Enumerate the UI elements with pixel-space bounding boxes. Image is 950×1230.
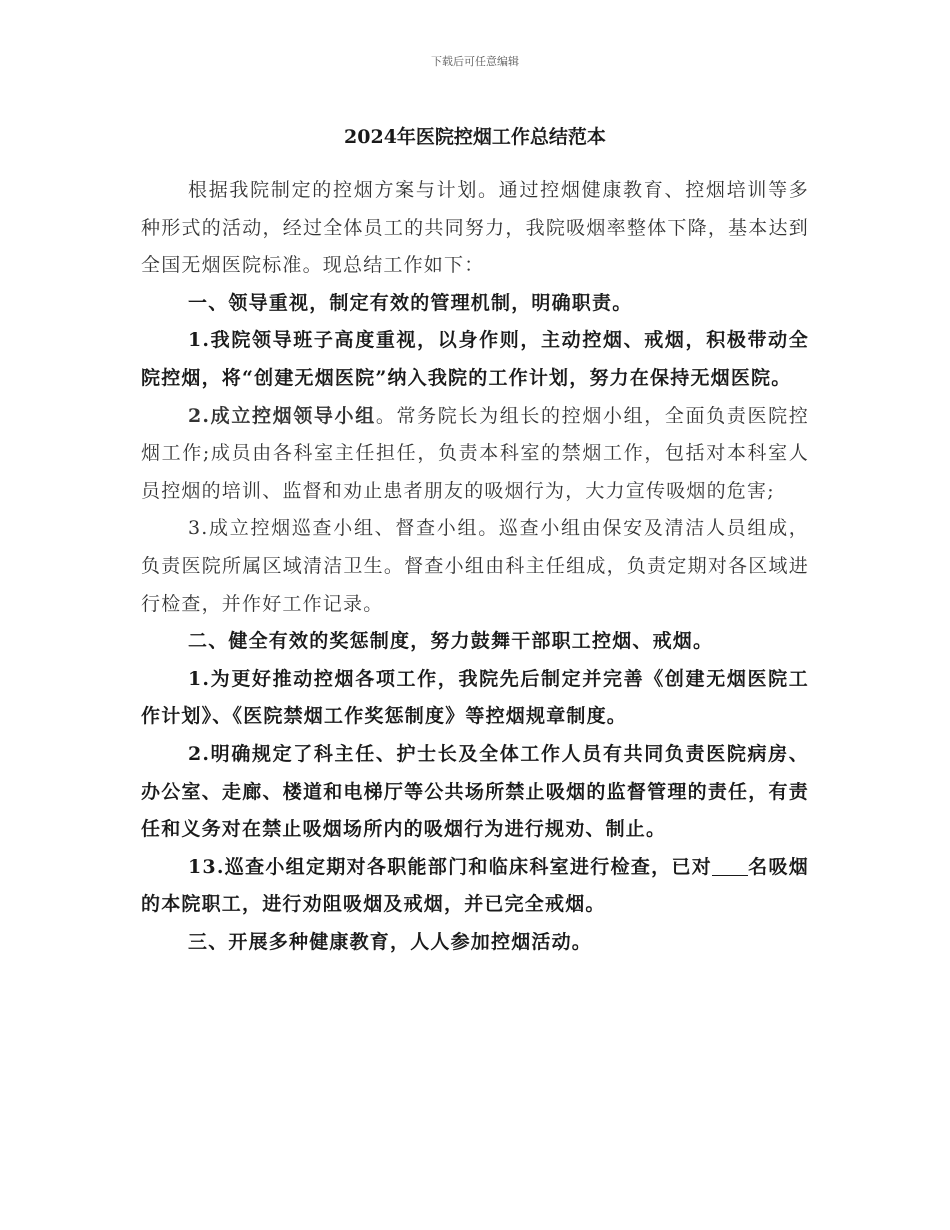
- paragraph-1-2-text: 。常务院长为组长的控烟小组，全面负责医院控烟工作;成员由各科室主任担任，负责本科室的禁烟工作，包括对本科室人员控烟的培训、监督和劝止患者朋友的吸烟行为，大力宣传吸烟的危害;: [141, 404, 809, 502]
- document-title: 2024年医院控烟工作总结范本: [344, 126, 606, 148]
- document-body: [141, 172, 809, 961]
- page-header-note: 下载后可任意编辑: [431, 55, 519, 68]
- paragraph-2-2: 2.明确规定了科主任、护士长及全体工作人员有共同负责医院病房、办公室、走廊、楼道和电梯厅等公共场所禁止吸烟的监督管理的责任，有责任和义务对在禁止吸烟场所内的吸烟行为进行规劝、制止。: [141, 742, 809, 841]
- paragraph-2-3-before: 13.巡查小组定期对各职能部门和临床科室进行检查，已对: [188, 855, 713, 878]
- section-heading-3: 三、开展多种健康教育，人人参加控烟活动。: [188, 930, 593, 953]
- paragraph-2-1: 1.为更好推动控烟各项工作，我院先后制定并完善《创建无烟医院工作计划》、《医院禁烟工作奖惩制度》等控烟规章制度。: [141, 667, 809, 728]
- fill-in-blank: [712, 856, 748, 876]
- section-heading-1: 一、领导重视，制定有效的管理机制，明确职责。: [188, 291, 633, 314]
- paragraph-2-3-after: 名吸烟的本院职工，进行劝阻吸烟及戒烟，并已完全戒烟。: [141, 855, 809, 916]
- section-heading-2: 二、健全有效的奖惩制度，努力鼓舞干部职工控烟、戒烟。: [188, 630, 714, 653]
- paragraph-1-1: 1.我院领导班子高度重视，以身作则，主动控烟、戒烟，积极带动全院控烟，将“创建无烟医院”纳入我院的工作计划，努力在保持无烟医院。: [141, 329, 809, 389]
- paragraph-1-2: [141, 398, 809, 511]
- intro-paragraph: 根据我院制定的控烟方案与计划。通过控烟健康教育、控烟培训等多种形式的活动，经过全体员工的共同努力，我院吸烟率整体下降，基本达到全国无烟医院标准。现总结工作如下：: [141, 179, 809, 277]
- paragraph-2-3: [141, 849, 809, 924]
- paragraph-1-3: 3.成立控烟巡查小组、督查小组。巡查小组由保安及清洁人员组成，负责医院所属区域清洁卫生。督查小组由科主任组成，负责定期对各区域进行检查，并作好工作记录。: [141, 517, 809, 615]
- paragraph-1-2-lead: 2.成立控烟领导小组: [188, 404, 376, 427]
